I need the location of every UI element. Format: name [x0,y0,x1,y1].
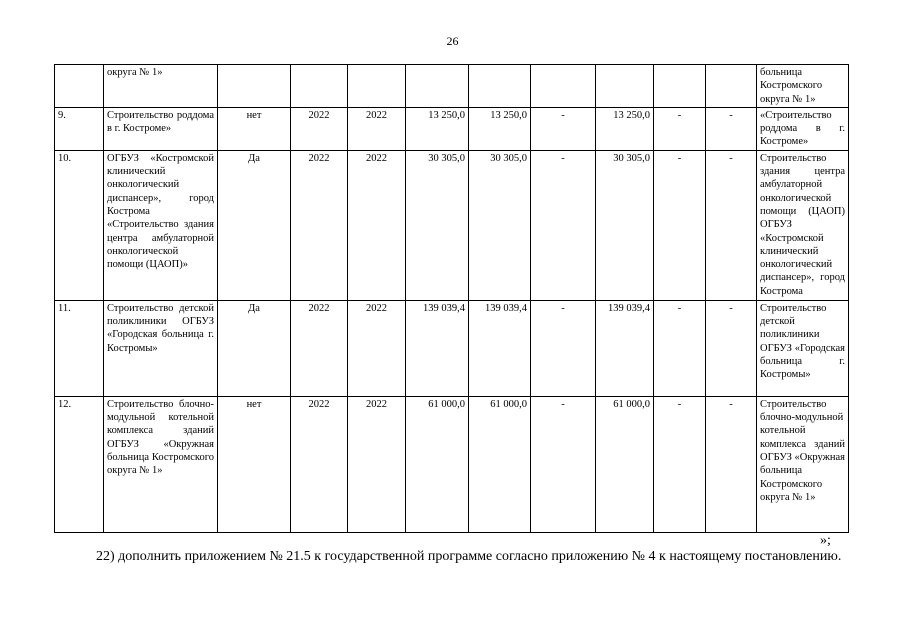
flag-cell-cell: нет [218,396,291,532]
end-year-cell: 2022 [348,150,406,300]
flag-cell-cell [218,65,291,108]
end-year-cell: 2022 [348,300,406,396]
amount-col-5-cell: - [654,396,706,532]
end-year-cell [348,65,406,108]
target-object-cell: больница Костромского округа № 1» [757,65,849,108]
target-object-cell: «Строительство роддома в г. Костроме» [757,107,849,150]
amount-col-5-cell: - [654,150,706,300]
row-number-cell: 11. [55,300,104,396]
start-year-cell: 2022 [291,300,348,396]
amount-col-5-cell [654,65,706,108]
object-name-cell: Строительство детской поликлиники ОГБУЗ «Городская больница г. Костромы» [104,300,218,396]
amount-col-4-cell: 61 000,0 [596,396,654,532]
total-amount-cell: 139 039,4 [406,300,469,396]
table-row [55,300,849,396]
end-year-cell: 2022 [348,107,406,150]
row-number-cell: 12. [55,396,104,532]
object-name-cell: Строительство блочно-модульной котельной комплекса зданий ОГБУЗ «Окружная больница Костромского округа № 1» [104,396,218,532]
closing-quote: »; [820,533,831,548]
start-year-cell [291,65,348,108]
amount-col-5-cell: - [654,300,706,396]
start-year-cell: 2022 [291,396,348,532]
amount-col-6-cell: - [706,150,757,300]
target-object-cell: Строительство здания центра амбулаторной онкологической помощи (ЦАОП) ОГБУЗ «Костромской клинический онкологический диспансер», город Кострома [757,150,849,300]
amount-col-4-cell: 13 250,0 [596,107,654,150]
start-year-cell: 2022 [291,150,348,300]
start-year-cell: 2022 [291,107,348,150]
amount-col-6-cell [706,65,757,108]
total-amount-cell: 13 250,0 [406,107,469,150]
flag-cell-cell: нет [218,107,291,150]
total-amount-cell: 30 305,0 [406,150,469,300]
table-row [55,65,849,108]
row-number-cell: 10. [55,150,104,300]
total-amount-cell [406,65,469,108]
total-amount-cell: 61 000,0 [406,396,469,532]
object-name-cell: ОГБУЗ «Костромской клинический онкологический диспансер», город Кострома «Строительство здания центра амбулаторной онкологической помощи (ЦАОП)» [104,150,218,300]
end-year-cell: 2022 [348,396,406,532]
program-table [54,64,849,533]
amount-col-5-cell: - [654,107,706,150]
amount-col-3-cell: - [531,150,596,300]
amount-col-6-cell: - [706,396,757,532]
table-row [55,107,849,150]
object-name-cell: округа № 1» [104,65,218,108]
target-object-cell: Строительство блочно-модульной котельной комплекса зданий ОГБУЗ «Окружная больница Костромского округа № 1» [757,396,849,532]
row-number-cell: 9. [55,107,104,150]
amount-col-3-cell [531,65,596,108]
amount-col-4-cell: 30 305,0 [596,150,654,300]
table-row [55,396,849,532]
object-name-cell: Строительство роддома в г. Костроме» [104,107,218,150]
amount-col-3-cell: - [531,396,596,532]
amount-col-6-cell: - [706,107,757,150]
table-row [55,150,849,300]
flag-cell-cell: Да [218,300,291,396]
row-number-cell [55,65,104,108]
page-number: 26 [446,34,459,48]
amount-2022-cell: 61 000,0 [469,396,531,532]
flag-cell-cell: Да [218,150,291,300]
amount-2022-cell: 139 039,4 [469,300,531,396]
amount-col-4-cell [596,65,654,108]
amount-col-6-cell: - [706,300,757,396]
amount-col-4-cell: 139 039,4 [596,300,654,396]
amount-2022-cell: 13 250,0 [469,107,531,150]
amount-2022-cell: 30 305,0 [469,150,531,300]
amount-2022-cell [469,65,531,108]
amount-col-3-cell: - [531,300,596,396]
amount-col-3-cell: - [531,107,596,150]
amendment-paragraph: 22) дополнить приложением № 21.5 к государственной программе согласно приложению № 4 к настоящему постановлению. [96,549,842,564]
target-object-cell: Строительство детской поликлиники ОГБУЗ «Городская больница г. Костромы» [757,300,849,396]
